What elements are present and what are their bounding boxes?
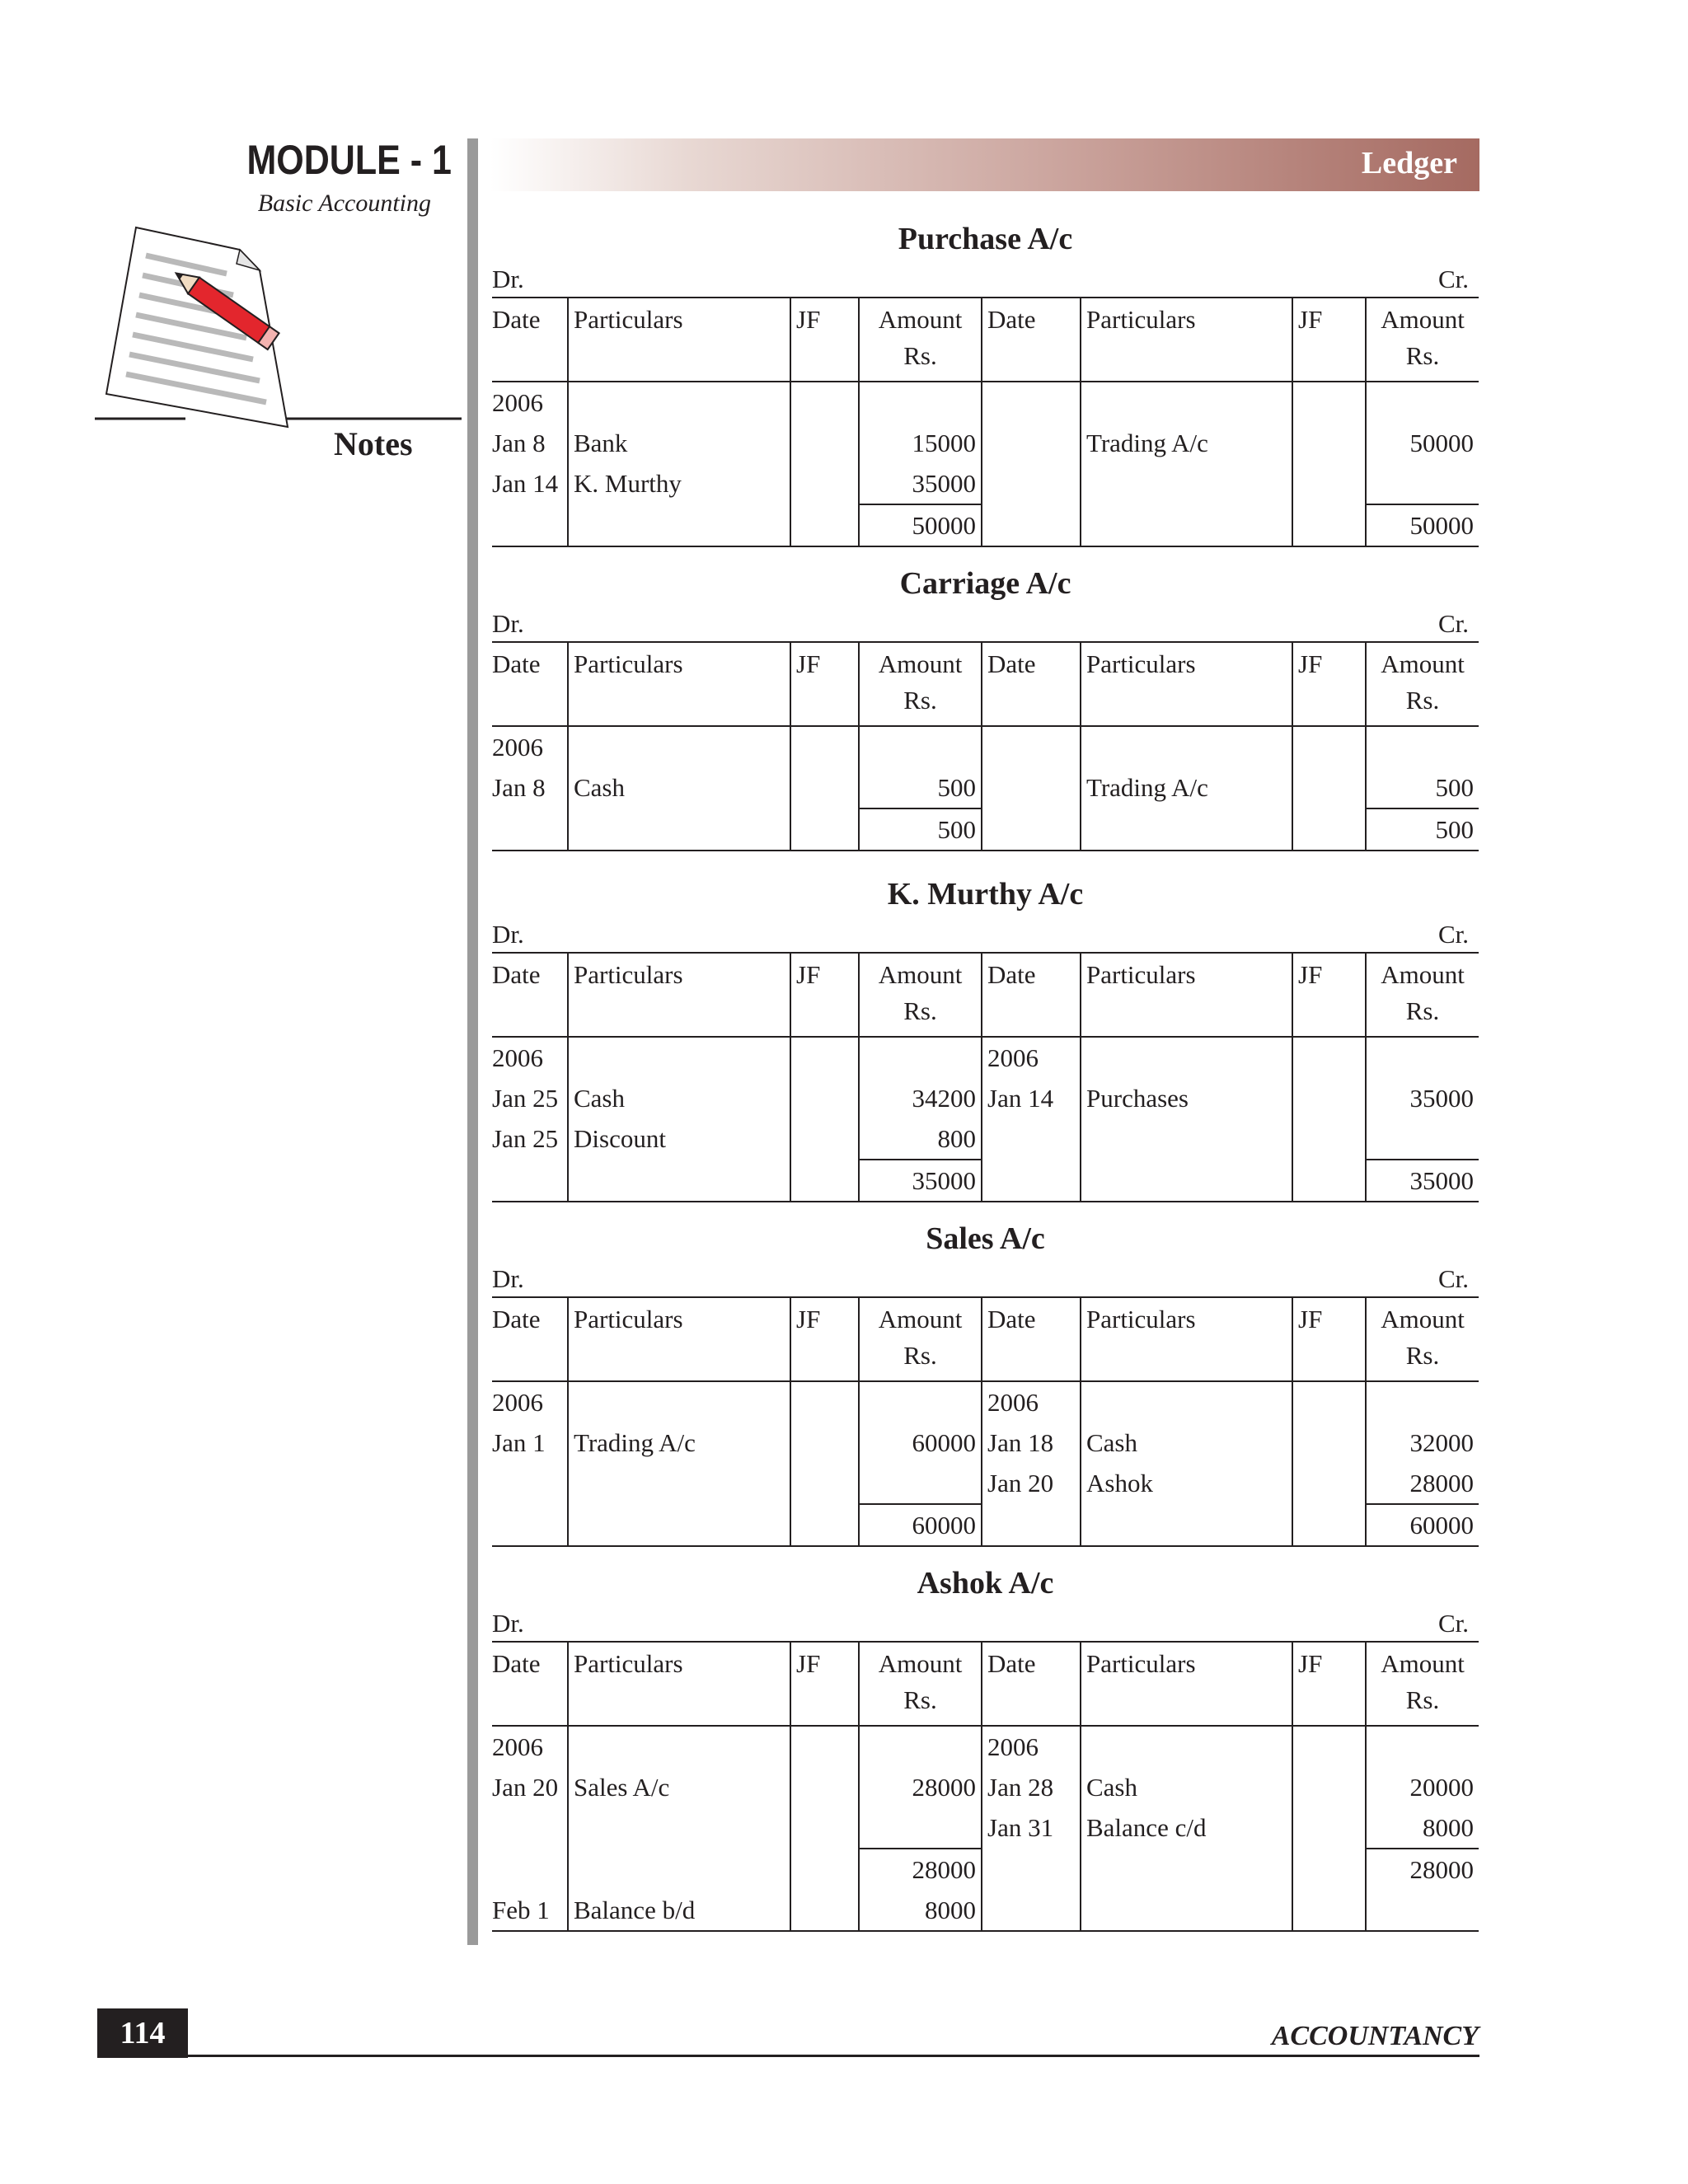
col-amount: Amount Rs.: [1366, 1642, 1479, 1726]
table-row: Jan 8 Bank 15000 Trading A/c 50000: [492, 423, 1479, 463]
total-row: 500 500: [492, 808, 1479, 851]
account-title: Ashok A/c: [917, 1566, 1054, 1601]
col-date: Date: [982, 642, 1081, 726]
ledger-table: [492, 1641, 1479, 1932]
ledger-table: [492, 297, 1479, 547]
col-jf: JF: [790, 953, 859, 1037]
cr-label: Cr.: [1437, 1264, 1469, 1293]
table-row: Feb 1 Balance b/d 8000: [492, 1890, 1479, 1931]
col-amount: Amount Rs.: [859, 1642, 982, 1726]
ledger-table: [492, 641, 1479, 851]
notes-icon: [95, 221, 474, 468]
footer-subject: ACCOUNTANCY: [1271, 2021, 1479, 2051]
ledger-table: [492, 952, 1479, 1202]
col-amount: Amount Rs.: [859, 1297, 982, 1381]
col-jf: JF: [790, 1642, 859, 1726]
ledger-account-sales: [492, 1216, 1479, 1547]
table-row: 2006: [492, 726, 1479, 767]
col-particulars: Particulars: [568, 1642, 790, 1726]
dr-label: Dr.: [492, 265, 524, 293]
table-row: Jan 25 Cash 34200 Jan 14 Purchases 35000: [492, 1078, 1479, 1118]
col-date: Date: [492, 1649, 541, 1678]
col-amount: Amount Rs.: [859, 298, 982, 382]
col-amount: Amount Rs.: [1366, 1297, 1479, 1381]
col-date: Date: [492, 305, 541, 334]
col-jf: JF: [790, 298, 859, 382]
page-number: 114: [97, 2008, 188, 2058]
account-title: Carriage A/c: [899, 566, 1071, 601]
col-date: Date: [982, 1642, 1081, 1726]
col-date: Date: [492, 960, 541, 989]
col-date: Date: [982, 1297, 1081, 1381]
module-subtitle: Basic Accounting: [257, 190, 431, 217]
col-date: Date: [982, 298, 1081, 382]
col-particulars: Particulars: [568, 953, 790, 1037]
col-particulars: Particulars: [1081, 1297, 1292, 1381]
col-jf: JF: [1292, 953, 1366, 1037]
col-amount: Amount Rs.: [859, 642, 982, 726]
col-particulars: Particulars: [568, 298, 790, 382]
table-row: Jan 20 Sales A/c 28000 Jan 28 Cash 20000: [492, 1767, 1479, 1807]
footer-rule: [188, 2055, 1479, 2057]
col-particulars: Particulars: [1081, 953, 1292, 1037]
cr-label: Cr.: [1437, 609, 1469, 638]
col-jf: JF: [1292, 1297, 1366, 1381]
total-row: 28000 28000: [492, 1849, 1479, 1890]
dr-label: Dr.: [492, 609, 524, 638]
module-title: MODULE - 1: [246, 137, 452, 183]
dr-label: Dr.: [492, 1609, 524, 1638]
total-row: 50000 50000: [492, 504, 1479, 546]
col-particulars: Particulars: [568, 642, 790, 726]
col-amount: Amount Rs.: [859, 953, 982, 1037]
cr-label: Cr.: [1437, 920, 1469, 949]
col-amount: Amount Rs.: [1366, 953, 1479, 1037]
ledger-account-k-murthy: [492, 871, 1479, 1202]
col-date: Date: [982, 953, 1081, 1037]
section-title: Ledger: [1361, 146, 1457, 180]
section-banner: [490, 138, 1479, 191]
ledger-table: [492, 1296, 1479, 1547]
col-particulars: Particulars: [1081, 1642, 1292, 1726]
table-row: 2006 2006: [492, 1037, 1479, 1078]
col-jf: JF: [790, 1297, 859, 1381]
col-particulars: Particulars: [1081, 298, 1292, 382]
total-row: 60000 60000: [492, 1504, 1479, 1546]
notes-label: Notes: [334, 425, 413, 462]
table-row: Jan 1 Trading A/c 60000 Jan 18 Cash 32000: [492, 1422, 1479, 1463]
account-title: Sales A/c: [926, 1221, 1045, 1256]
col-particulars: Particulars: [1081, 642, 1292, 726]
col-date: Date: [492, 649, 541, 678]
col-particulars: Particulars: [568, 1297, 790, 1381]
table-row: Jan 8 Cash 500 Trading A/c 500: [492, 767, 1479, 808]
table-row: Jan 25 Discount 800: [492, 1118, 1479, 1160]
cr-label: Cr.: [1437, 265, 1469, 293]
dr-label: Dr.: [492, 1264, 524, 1293]
col-jf: JF: [1292, 298, 1366, 382]
table-row: 2006 2006: [492, 1726, 1479, 1767]
margin-rule: [467, 138, 478, 1945]
ledger-account-carriage: [492, 560, 1479, 851]
col-amount: Amount Rs.: [1366, 298, 1479, 382]
account-title: K. Murthy A/c: [887, 877, 1084, 912]
ledger-account-purchase: [492, 216, 1479, 547]
dr-label: Dr.: [492, 920, 524, 949]
ledger-account-ashok: [492, 1560, 1479, 1932]
col-date: Date: [492, 1305, 541, 1333]
table-row: Jan 20 Ashok 28000: [492, 1463, 1479, 1504]
table-row: 2006 2006: [492, 1381, 1479, 1422]
col-jf: JF: [1292, 642, 1366, 726]
table-row: Jan 31 Balance c/d 8000: [492, 1807, 1479, 1849]
cr-label: Cr.: [1437, 1609, 1469, 1638]
table-row: 2006: [492, 382, 1479, 423]
table-row: Jan 14 K. Murthy 35000: [492, 463, 1479, 504]
col-jf: JF: [1292, 1642, 1366, 1726]
total-row: 35000 35000: [492, 1160, 1479, 1202]
account-title: Purchase A/c: [898, 222, 1073, 256]
col-jf: JF: [790, 642, 859, 726]
col-amount: Amount Rs.: [1366, 642, 1479, 726]
